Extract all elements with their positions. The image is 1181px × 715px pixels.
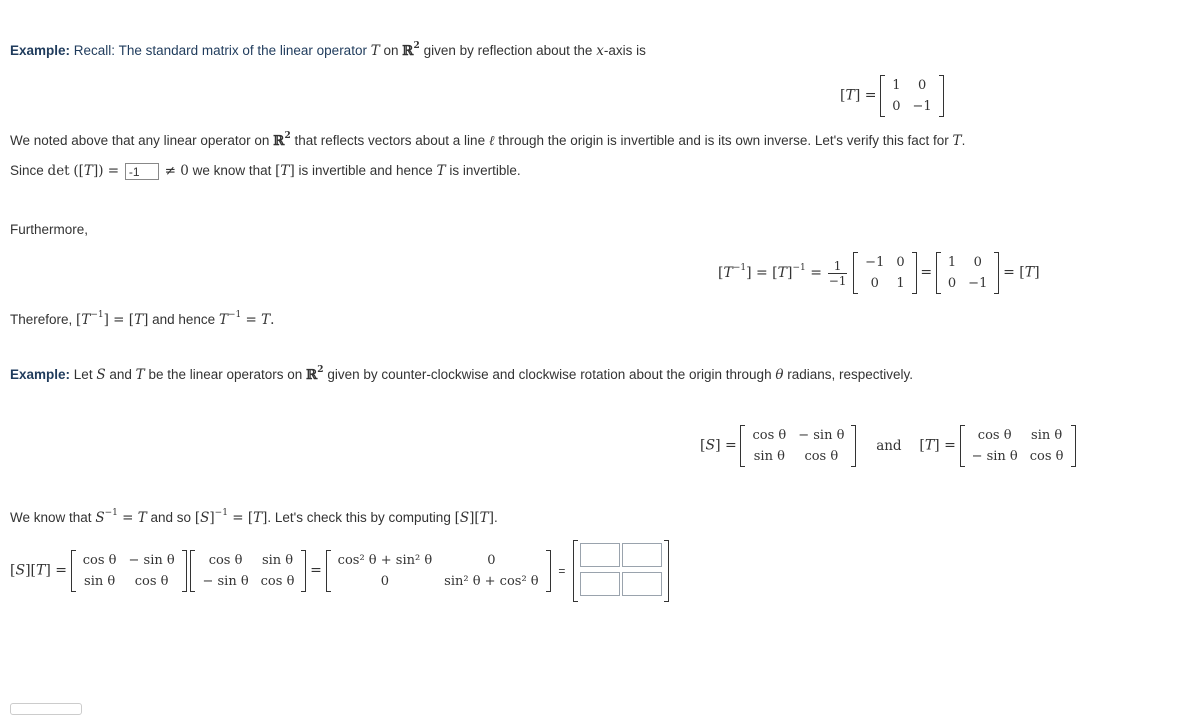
therefore-line: Therefore, $[T^{-1}] = [T]$ and hence $T^{-1} = T$. — [10, 310, 275, 328]
product-S-matrix: cos θ − sin θ sin θ cos θ — [71, 550, 187, 592]
example2-statement: Example: Let S and T be the linear operators on ℝ$^2$ given by counter-clockwise and clockwise rotation about the origin through θ radians, respectively. — [10, 365, 914, 383]
R2-symbol: ℝ$^2$ — [402, 41, 420, 59]
inverse-equation: $[T^{-1}] = [T]^{-1}$ = $\frac{1}{-1}$ −1 0 0 1 = 1 0 0 −1 = [T] — [718, 252, 1040, 294]
answer-cell-11[interactable] — [580, 543, 620, 567]
S-matrix: cos θ − sin θ sin θ cos θ — [740, 425, 856, 467]
intro-text-a: Recall: The standard matrix of the linear operator — [73, 43, 367, 58]
invertible-note: We noted above that any linear operator on ℝ$^2$ that reflects vectors about a line ℓ through the origin is invertible and is its own inverse. Let's verify this fact for T. — [10, 131, 966, 149]
on-word: on — [383, 43, 399, 58]
example1-statement — [10, 43, 646, 59]
scalar-fraction: $\frac{1}{-1}$ — [828, 258, 847, 288]
product-expanded-matrix: cos² θ + sin² θ 0 0 sin² θ + cos² θ — [326, 550, 551, 592]
furthermore-text: Furthermore, — [10, 222, 89, 237]
example-label: Example: — [10, 43, 71, 58]
answer-cell-22[interactable] — [622, 572, 662, 596]
inverse-result-matrix: 1 0 0 −1 — [936, 252, 999, 294]
partial-button[interactable] — [10, 703, 82, 715]
det-answer-input[interactable]: -1 — [125, 163, 159, 180]
x-symbol: x — [596, 43, 604, 59]
T-rotation-matrix: cos θ sin θ − sin θ cos θ — [960, 425, 1076, 467]
determinant-line: Since det ([T]) = -1 ≠ 0 we know that [T] is invertible and hence T is invertible. — [10, 163, 521, 180]
operator-symbol-T: T — [370, 43, 380, 59]
intro-text-b: given by reflection about the — [423, 43, 593, 58]
rotation-matrices: [S] = cos θ − sin θ sin θ cos θ and [T] = cos θ sin θ − sin θ cos θ — [700, 425, 1076, 467]
answer-matrix — [573, 540, 669, 602]
adjugate-matrix: −1 0 0 1 — [853, 252, 916, 294]
T-bracket-label: [T] = — [840, 87, 877, 104]
T-matrix: 1 0 0 −1 — [880, 75, 943, 117]
product-equation: [S][T] = cos θ − sin θ sin θ cos θ cos θ sin θ − sin θ cos θ = cos² θ + sin² θ 0 0 sin² θ + cos² θ = — [10, 540, 669, 602]
answer-cell-21[interactable] — [580, 572, 620, 596]
product-T-matrix: cos θ sin θ − sin θ cos θ — [190, 550, 306, 592]
intro-text-c: -axis is — [603, 43, 646, 58]
T-matrix-equation — [840, 75, 944, 117]
answer-cell-12[interactable] — [622, 543, 662, 567]
we-know-line: We know that $S^{-1} = T$ and so $[S]^{-1} = [T]$. Let's check this by computing [S][T]. — [10, 508, 498, 526]
